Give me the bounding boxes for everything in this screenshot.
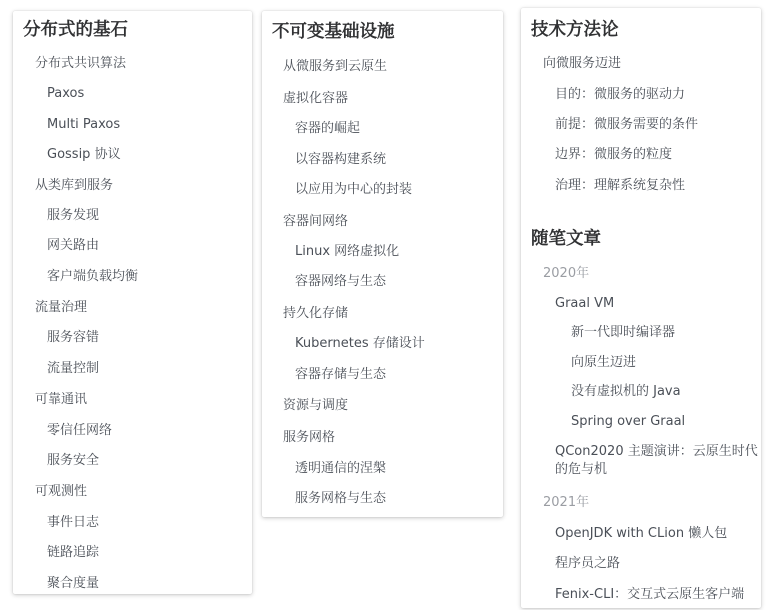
toc-item-reliable-communication[interactable]: 可靠通讯 [35,392,88,407]
toc-item-tracing[interactable]: 链路追踪 [47,545,100,560]
toc-item-multi-paxos[interactable]: Multi Paxos [47,117,121,132]
toc-item-persistent-storage[interactable]: 持久化存储 [283,306,349,321]
section-title-essays: 随笔文章 [531,229,601,249]
toc-item-consensus[interactable]: 分布式共识算法 [35,56,127,71]
toc-item-container-net-ecosystem[interactable]: 容器网络与生态 [295,274,387,289]
toc-item-resources-scheduling[interactable]: 资源与调度 [283,398,349,413]
toc-item-graal-vm[interactable]: Graal VM [555,296,615,311]
toc-item-service-mesh-ecosystem[interactable]: 服务网格与生态 [295,491,387,506]
toc-item-container-networking[interactable]: 容器间网络 [283,214,349,229]
toc-item-container-storage-ecosystem[interactable]: 容器存储与生态 [295,367,387,382]
toc-item-flow-control[interactable]: 流量控制 [47,361,100,376]
toc-item-java-without-vm[interactable]: 没有虚拟机的 Java [571,384,681,399]
toc-item-observability[interactable]: 可观测性 [35,484,88,499]
toc-item-gossip[interactable]: Gossip 协议 [47,147,121,162]
toc-item-gateway-routing[interactable]: 网关路由 [47,238,100,253]
toc-item-fenix-cli[interactable]: Fenix-CLI：交互式云原生客户端 [555,587,745,602]
toc-panel-methodology [521,8,761,608]
toc-item-app-centric-packaging[interactable]: 以应用为中心的封装 [295,182,413,197]
toc-item-transparent-communication[interactable]: 透明通信的涅槃 [295,461,387,476]
toc-item-programmer-path[interactable]: 程序员之路 [555,556,621,571]
year-label-2020: 2020年 [543,266,590,281]
toc-item-client-load-balancing[interactable]: 客户端负载均衡 [47,269,139,284]
toc-item-build-with-containers[interactable]: 以容器构建系统 [295,152,387,167]
toc-item-linux-net-virtualization[interactable]: Linux 网络虚拟化 [295,244,400,259]
toc-item-container-rise[interactable]: 容器的崛起 [295,121,361,136]
toc-item-openjdk-clion[interactable]: OpenJDK with CLion 懒人包 [555,526,728,541]
toc-item-virtualized-containers[interactable]: 虚拟化容器 [283,91,349,106]
toc-item-zero-trust[interactable]: 零信任网络 [47,423,113,438]
toc-item-metrics[interactable]: 聚合度量 [47,576,100,591]
toc-item-service-mesh[interactable]: 服务网格 [283,430,336,445]
section-title: 分布式的基石 [23,20,128,40]
toc-item-library-to-service[interactable]: 从类库到服务 [35,178,114,193]
toc-item-toward-microservices[interactable]: 向微服务迈进 [543,56,622,71]
toc-item-toward-native[interactable]: 向原生迈进 [571,355,637,370]
toc-panel-immutable-infra [262,11,503,517]
section-title: 技术方法论 [531,20,619,40]
toc-item-service-discovery[interactable]: 服务发现 [47,208,100,223]
toc-panel-distributed [13,11,252,594]
section-title: 不可变基础设施 [272,22,395,42]
toc-item-k8s-storage-design[interactable]: Kubernetes 存储设计 [295,336,425,351]
toc-item-traffic-governance[interactable]: 流量治理 [35,300,88,315]
year-label-2021: 2021年 [543,495,590,510]
toc-item-boundaries[interactable]: 边界：微服务的粒度 [555,147,673,162]
toc-item-microservice-to-cloud-native[interactable]: 从微服务到云原生 [283,59,388,74]
toc-item-service-security[interactable]: 服务安全 [47,453,100,468]
toc-item-qcon2020-keynote[interactable]: QCon2020 主题演讲：云原生时代 的危与机 [555,444,758,477]
toc-item-purpose[interactable]: 目的：微服务的驱动力 [555,87,686,102]
toc-item-event-logs[interactable]: 事件日志 [47,515,100,530]
toc-item-spring-over-graal[interactable]: Spring over Graal [571,414,686,429]
toc-item-new-jit-compiler[interactable]: 新一代即时编译器 [571,325,676,340]
toc-item-fault-tolerance[interactable]: 服务容错 [47,330,100,345]
toc-item-governance[interactable]: 治理：理解系统复杂性 [555,178,686,193]
toc-item-prerequisites[interactable]: 前提：微服务需要的条件 [555,117,699,132]
toc-item-paxos[interactable]: Paxos [47,86,85,101]
